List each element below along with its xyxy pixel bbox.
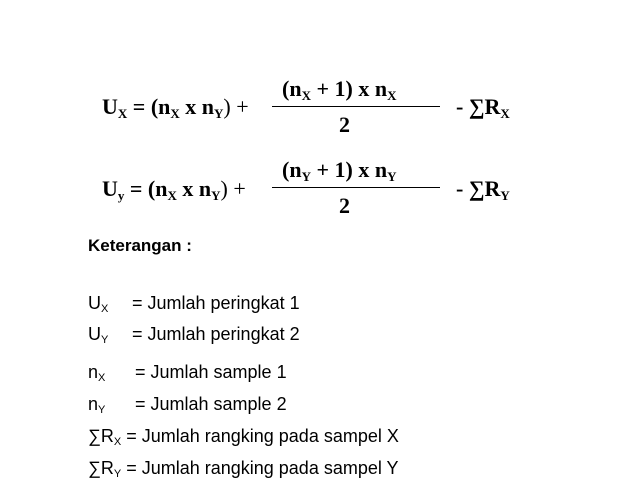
list-item (88, 458, 399, 479)
legend-sym-sub: Y (98, 404, 106, 416)
legend-desc: = Jumlah rangking pada sampel Y (126, 458, 399, 478)
uy-denominator: 2 (339, 193, 350, 218)
ux-close-plus: ) + (223, 94, 249, 119)
uy-sub: y (117, 188, 125, 203)
uy-n2-sub: Y (211, 188, 221, 203)
legend-desc: = Jumlah peringkat 1 (132, 293, 300, 313)
formula-uy-numerator (282, 157, 396, 183)
legend-sym-text: n (88, 362, 99, 382)
ux-eq-open: = (n (127, 94, 171, 119)
uy-num-mid: + 1) x n (310, 157, 388, 182)
legend-desc: = Jumlah rangking pada sampel X (126, 426, 399, 446)
ux-tail-sub: X (500, 106, 510, 121)
legend-symbol (88, 362, 135, 383)
list-item (88, 293, 300, 314)
legend-sym-text: ∑R (88, 458, 114, 478)
legend-symbol (88, 458, 126, 479)
uy-eq-open: = (n (124, 176, 168, 201)
uy-num-sub2: Y (387, 169, 397, 184)
formula-ux-numerator (282, 76, 396, 102)
legend-heading: Keterangan : (88, 236, 192, 255)
ux-tail-text: - ∑R (456, 94, 501, 119)
ux-var: U (102, 94, 118, 119)
ux-times: x n (179, 94, 215, 119)
legend-symbol (88, 324, 132, 345)
uy-num-open: (n (282, 157, 302, 182)
legend-desc: = Jumlah sample 1 (135, 362, 287, 382)
legend-sym-text: U (88, 324, 101, 344)
list-item (88, 394, 287, 415)
ux-sub: X (117, 106, 128, 121)
ux-n1-sub: X (170, 106, 180, 121)
legend-sym-sub: X (101, 303, 109, 315)
legend-sym-sub: X (113, 436, 122, 448)
legend-sym-text: ∑R (88, 426, 114, 446)
legend-sym-sub: Y (113, 468, 122, 480)
list-item (88, 362, 287, 383)
uy-close-plus: ) + (220, 176, 246, 201)
ux-num-mid: + 1) x n (310, 76, 388, 101)
uy-tail (456, 176, 510, 202)
ux-num-sub: X (301, 88, 311, 103)
ux-fraction-line (272, 106, 440, 107)
list-item (88, 324, 300, 345)
legend-symbol (88, 426, 126, 447)
legend-symbol (88, 293, 132, 314)
ux-tail (456, 94, 510, 120)
uy-n1-sub: X (167, 188, 177, 203)
legend-symbol (88, 394, 135, 415)
uy-fraction-line (272, 187, 440, 188)
formula-uy-lhs (102, 176, 246, 202)
ux-denominator: 2 (339, 112, 350, 137)
ux-num-open: (n (282, 76, 302, 101)
legend-desc: = Jumlah sample 2 (135, 394, 287, 414)
uy-times: x n (176, 176, 212, 201)
uy-tail-text: - ∑R (456, 176, 501, 201)
uy-tail-sub: Y (500, 188, 510, 203)
legend-sym-sub: X (98, 372, 106, 384)
legend-sym-text: n (88, 394, 99, 414)
formula-ux-lhs (102, 94, 249, 120)
ux-n2-sub: Y (214, 106, 224, 121)
ux-num-sub2: X (387, 88, 397, 103)
uy-num-sub: Y (301, 169, 311, 184)
legend-desc: = Jumlah peringkat 2 (132, 324, 300, 344)
legend-sym-text: U (88, 293, 101, 313)
uy-var: U (102, 176, 118, 201)
legend-sym-sub: Y (101, 334, 109, 346)
list-item (88, 426, 399, 447)
